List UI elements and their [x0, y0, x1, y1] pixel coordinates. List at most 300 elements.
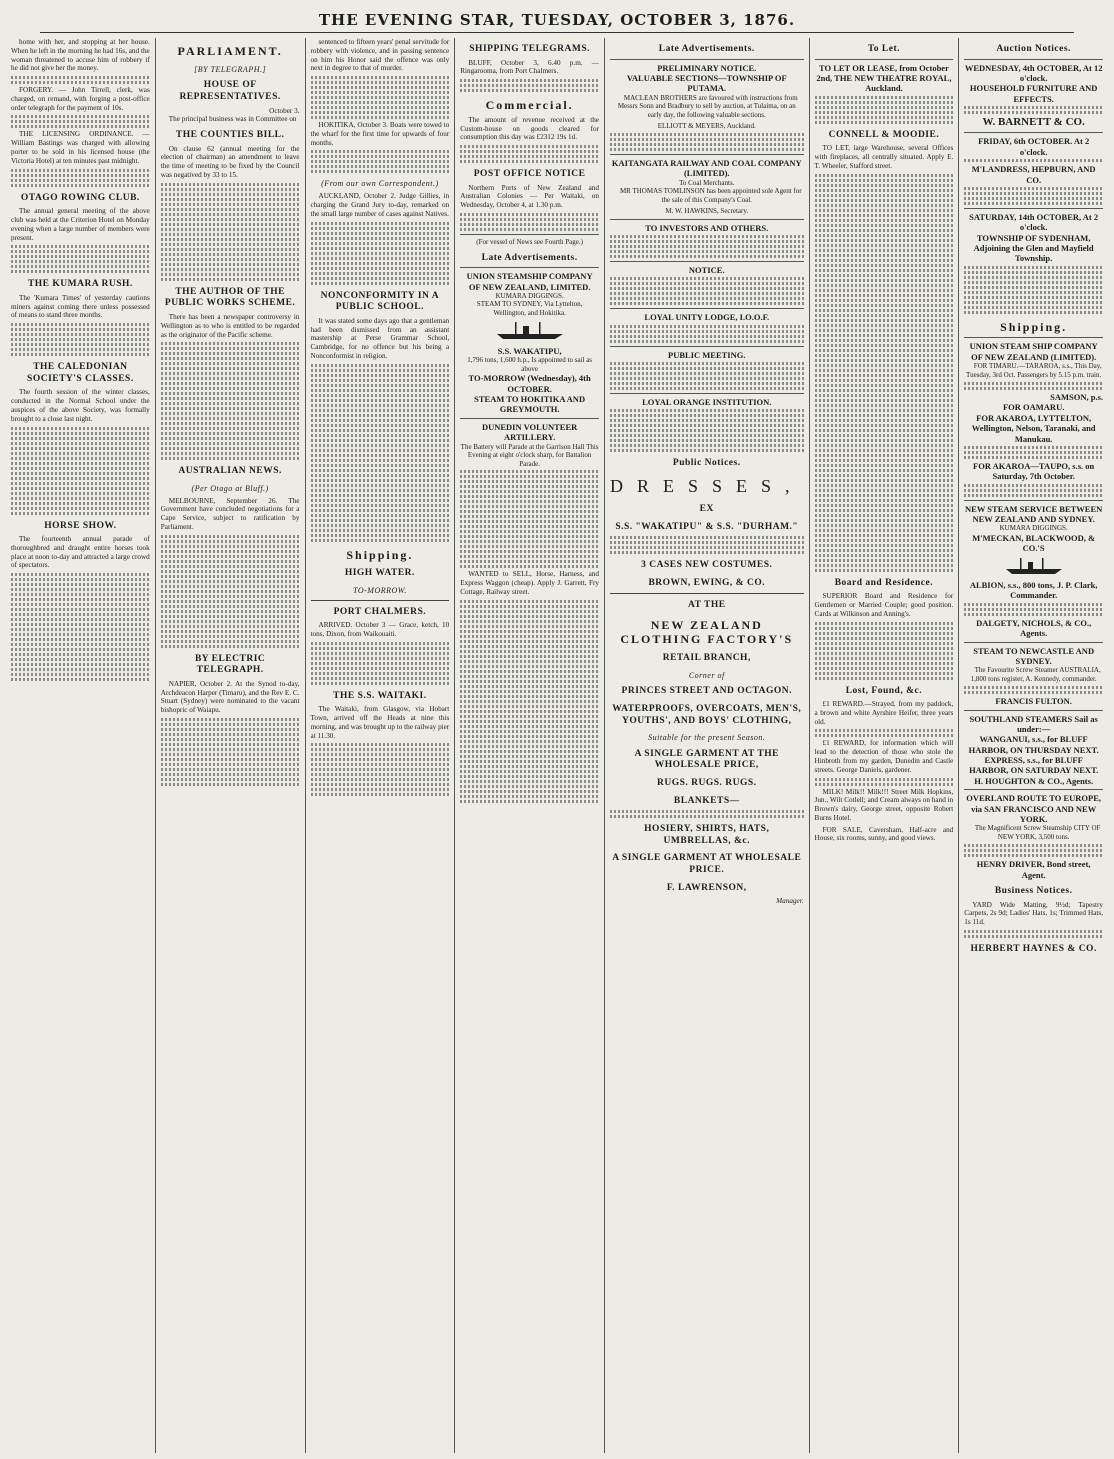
ad-line: Suitable for the present Season. — [648, 733, 766, 743]
text-line-placeholder — [161, 352, 300, 355]
text-line-placeholder — [610, 367, 804, 370]
text-line-placeholder — [460, 555, 599, 558]
text-line-placeholder — [161, 377, 300, 380]
text-line-placeholder — [161, 457, 300, 460]
ad-line: NEW ZEALAND CLOTHING FACTORY'S — [620, 617, 794, 647]
text-line-placeholder — [815, 111, 954, 114]
ad-public-meeting — [610, 346, 804, 360]
ad-line: STEAM TO HOKITIKA AND GREYMOUTH. — [474, 394, 586, 415]
text-line-placeholder — [311, 399, 450, 402]
text-line-placeholder — [460, 620, 599, 623]
text-line-placeholder — [815, 299, 954, 302]
text-line-placeholder — [815, 304, 954, 307]
text-line-placeholder — [11, 673, 150, 676]
text-line-placeholder — [11, 628, 150, 631]
text-line-placeholder — [311, 652, 450, 655]
ad-southland — [964, 710, 1103, 787]
text-line-placeholder — [161, 635, 300, 638]
text-line-placeholder — [311, 237, 450, 240]
text-line-placeholder — [161, 417, 300, 420]
text-line-placeholder — [815, 622, 954, 625]
text-line-placeholder — [11, 668, 150, 671]
text-line-placeholder — [161, 778, 300, 781]
text-line-placeholder — [815, 374, 954, 377]
columns — [6, 38, 1108, 1453]
text-line-placeholder — [311, 257, 450, 260]
ad-union-steam — [460, 267, 599, 415]
ad-household — [964, 59, 1103, 130]
text-line-placeholder — [815, 564, 954, 567]
text-line-placeholder — [11, 343, 150, 346]
heading-kumara-rush: THE KUMARA RUSH. — [27, 279, 133, 290]
text-line-placeholder — [964, 192, 1103, 195]
text-line-placeholder — [11, 452, 150, 455]
heading-house: HOUSE OF REPRESENTATIVES. — [179, 80, 281, 102]
text-line-placeholder — [815, 199, 954, 202]
text-line-placeholder — [460, 800, 599, 803]
text-line-placeholder — [11, 174, 150, 177]
article-text: HOKITIKA, October 3. Boats were towed to the wharf for the first time for upwards of four months. — [310, 121, 450, 147]
text-line-placeholder — [460, 485, 599, 488]
text-line-placeholder — [460, 490, 599, 493]
text-line-placeholder — [460, 610, 599, 613]
text-line-placeholder — [610, 541, 804, 544]
heading-shipping: Shipping. — [1000, 319, 1068, 334]
text-line-placeholder — [815, 224, 954, 227]
text-line-placeholder — [815, 359, 954, 362]
text-line-placeholder — [460, 600, 599, 603]
text-line-placeholder — [964, 854, 1103, 857]
text-line-placeholder — [460, 635, 599, 638]
text-line-placeholder — [161, 422, 300, 425]
text-line-placeholder — [161, 188, 300, 191]
text-line-placeholder — [311, 414, 450, 417]
text-line-placeholder — [161, 362, 300, 365]
text-line-placeholder — [11, 442, 150, 445]
text-line-placeholder — [311, 155, 450, 158]
heading-late-ads: Late Advertisements. — [658, 44, 755, 54]
ad-text: FOR TIMARU.—TARAROA, s.s., This Day, Tuesday, 3rd Oct. Passengers by 5.15 p.m. train. — [966, 362, 1102, 379]
text-line-placeholder — [161, 392, 300, 395]
text-line-placeholder — [11, 487, 150, 490]
text-line-placeholder — [815, 469, 954, 472]
text-line-placeholder — [460, 725, 599, 728]
text-line-placeholder — [311, 76, 450, 79]
article-text: The Waitaki, from Glasgow, via Hobart Town, arrived off the Heads at nine this morning, and was brought up to the railway pier at 11.30. — [310, 705, 450, 740]
ad-signature: HENRY DRIVER, Bond street, Agent. — [976, 859, 1091, 880]
column-1 — [6, 38, 156, 1453]
text-line-placeholder — [815, 334, 954, 337]
text-line-placeholder — [460, 565, 599, 568]
text-line-placeholder — [11, 598, 150, 601]
text-line-placeholder — [11, 477, 150, 480]
text-line-placeholder — [161, 783, 300, 786]
text-line-placeholder — [610, 409, 804, 412]
text-line-placeholder — [311, 484, 450, 487]
text-line-placeholder — [311, 494, 450, 497]
heading-late-ads: Late Advertisements. — [481, 252, 578, 263]
text-line-placeholder — [311, 464, 450, 467]
text-line-placeholder — [815, 219, 954, 222]
ad-signature: W. BARNETT & CO. — [982, 116, 1085, 129]
text-line-placeholder — [11, 265, 150, 268]
text-line-placeholder — [311, 81, 450, 84]
text-line-placeholder — [161, 342, 300, 345]
text-line-placeholder — [460, 480, 599, 483]
text-line-placeholder — [161, 575, 300, 578]
ad-title: PRELIMINARY NOTICE. — [657, 62, 757, 73]
text-line-placeholder — [161, 258, 300, 261]
ad-signature-title: Manager. — [776, 897, 804, 906]
text-line-placeholder — [11, 245, 150, 248]
text-line-placeholder — [815, 106, 954, 109]
ad-volunteer-artillery — [460, 418, 599, 468]
article-text: The principal business was in Committee on — [168, 115, 297, 124]
text-line-placeholder — [161, 560, 300, 563]
column-5 — [605, 38, 810, 1453]
text-line-placeholder — [815, 554, 954, 557]
text-line-placeholder — [11, 613, 150, 616]
text-line-placeholder — [815, 519, 954, 522]
text-line-placeholder — [161, 412, 300, 415]
text-line-placeholder — [610, 297, 804, 300]
text-line-placeholder — [460, 760, 599, 763]
subheading: (Per Otago at Bluff.) — [191, 483, 269, 493]
text-line-placeholder — [815, 309, 954, 312]
text-line-placeholder — [460, 540, 599, 543]
text-line-placeholder — [11, 648, 150, 651]
ad-title: UNION STEAMSHIP COMPANY OF NEW ZEALAND, LIMITED. — [466, 271, 593, 292]
ad-title: DUNEDIN VOLUNTEER ARTILLERY. — [481, 421, 578, 443]
ad-newcastle — [964, 642, 1103, 707]
text-line-placeholder — [11, 507, 150, 510]
text-line-placeholder — [11, 482, 150, 485]
masthead-title: THE EVENING STAR, TUESDAY, OCTOBER 3, 1876. — [318, 11, 796, 29]
heading-shipping: Shipping. — [346, 547, 414, 562]
text-line-placeholder — [161, 432, 300, 435]
ad-box: (For vessel of News see Fourth Page.) — [460, 234, 599, 247]
text-line-placeholder — [815, 389, 954, 392]
ad-subtitle: KUMARA DIGGINGS. — [495, 291, 564, 300]
text-line-placeholder — [161, 630, 300, 633]
ad-line: 3 CASES NEW COSTUMES. — [641, 560, 773, 571]
text-line-placeholder — [964, 281, 1103, 284]
text-line-placeholder — [964, 844, 1103, 847]
text-line-placeholder — [964, 484, 1103, 487]
text-line-placeholder — [311, 252, 450, 255]
text-line-placeholder — [11, 623, 150, 626]
text-line-placeholder — [460, 475, 599, 478]
text-line-placeholder — [311, 768, 450, 771]
text-line-placeholder — [161, 268, 300, 271]
text-line-placeholder — [610, 449, 804, 452]
text-line-placeholder — [161, 733, 300, 736]
text-line-placeholder — [460, 730, 599, 733]
text-line-placeholder — [815, 479, 954, 482]
text-line-placeholder — [460, 510, 599, 513]
text-line-placeholder — [815, 314, 954, 317]
text-line-placeholder — [964, 446, 1103, 449]
article-text: AUCKLAND, October 2. Judge Gillies, in charging the Grand Jury to-day, remarked on the small large number of cases against Natives. — [310, 192, 450, 218]
text-line-placeholder — [460, 520, 599, 523]
text-line-placeholder — [11, 169, 150, 172]
text-line-placeholder — [311, 101, 450, 104]
subheading: TO-MORROW. — [353, 585, 407, 595]
ad-signature: DALGETY, NICHOLS, & CO., Agents. — [976, 617, 1092, 639]
text-line-placeholder — [311, 449, 450, 452]
text-line-placeholder — [11, 593, 150, 596]
text-line-placeholder — [11, 432, 150, 435]
text-line-placeholder — [815, 179, 954, 182]
subheading: (From our own Correspondent.) — [321, 179, 439, 189]
text-line-placeholder — [815, 642, 954, 645]
text-line-placeholder — [161, 610, 300, 613]
ad-line: 1,796 tons, 1,600 h.p., Is appointed to sail as above — [467, 356, 593, 373]
ad-line: The Battery will Parade at the Garrison Hall This Evening at eight o'clock sharp, for Battalion Parade. — [460, 442, 599, 468]
text-line-placeholder — [460, 545, 599, 548]
ad-title: OVERLAND ROUTE TO EUROPE, via SAN FRANCISCO AND NEW YORK. — [966, 793, 1102, 824]
text-line-placeholder — [161, 198, 300, 201]
text-line-placeholder — [815, 184, 954, 187]
text-line-placeholder — [815, 529, 954, 532]
text-line-placeholder — [11, 250, 150, 253]
ad-line: STEAM TO SYDNEY, Via Lyttelton, Wellington, and Hokitika. — [476, 300, 583, 317]
text-line-placeholder — [815, 284, 954, 287]
text-line-placeholder — [815, 424, 954, 427]
ad-line: M'MECKAN, BLACKWOOD, & CO.'S — [972, 532, 1096, 554]
text-line-placeholder — [815, 259, 954, 262]
text-line-placeholder — [815, 414, 954, 417]
text-line-placeholder — [311, 247, 450, 250]
ad-subtitle: VALUABLE SECTIONS—TOWNSHIP OF PUTAMA. — [626, 72, 787, 94]
text-line-placeholder — [311, 539, 450, 542]
text-line-placeholder — [815, 539, 954, 542]
text-line-placeholder — [161, 645, 300, 648]
text-line-placeholder — [460, 150, 599, 153]
text-line-placeholder — [610, 287, 804, 290]
text-line-placeholder — [460, 665, 599, 668]
text-line-placeholder — [815, 121, 954, 124]
text-line-placeholder — [161, 203, 300, 206]
ad-text: The Favourite Screw Steamer AUSTRALIA, 1,800 tons register, A. Kennedy, commander. — [970, 666, 1101, 683]
text-line-placeholder — [161, 357, 300, 360]
text-line-placeholder — [11, 447, 150, 450]
ad-text: TO LET, large Warehouse, several Offices with fireplaces, all centrally situated. Apply E. T. Wheeler, Stafford street. — [814, 144, 954, 170]
text-line-placeholder — [161, 437, 300, 440]
text-line-placeholder — [11, 260, 150, 263]
ad-text: YARD Wide Matting, 9½d; Tapestry Carpets, 2s 9d; Ladies' Hats, 1s; Trimmed Hats, 1s 11d. — [964, 900, 1104, 927]
article-text: It was stated some days ago that a gentleman had been dismissed from an assistant mastership at Perse Grammar School, Cambridge, for no offence but his being a Nonconformist in religion. — [310, 316, 450, 360]
text-line-placeholder — [311, 778, 450, 781]
text-line-placeholder — [161, 615, 300, 618]
text-line-placeholder — [11, 608, 150, 611]
text-line-placeholder — [11, 457, 150, 460]
text-line-placeholder — [610, 439, 804, 442]
text-line-placeholder — [311, 96, 450, 99]
text-line-placeholder — [460, 750, 599, 753]
text-line-placeholder — [610, 551, 804, 554]
text-line-placeholder — [161, 620, 300, 623]
text-line-placeholder — [460, 79, 599, 82]
ad-loyal-unity — [610, 308, 804, 322]
text-line-placeholder — [815, 449, 954, 452]
heading-caledonian: THE CALEDONIAN SOCIETY'S CLASSES. — [27, 362, 134, 384]
ad-line: Corner of — [688, 670, 725, 680]
text-line-placeholder — [815, 434, 954, 437]
text-line-placeholder — [815, 569, 954, 572]
column-3 — [306, 38, 456, 1453]
text-line-placeholder — [311, 379, 450, 382]
ad-text: SUPERIOR Board and Residence for Gentlemen or Married Couple; good position. Cards at Wilkinson and Anning's. — [814, 592, 954, 618]
text-line-placeholder — [161, 565, 300, 568]
text-line-placeholder — [460, 515, 599, 518]
text-line-placeholder — [460, 785, 599, 788]
text-line-placeholder — [161, 238, 300, 241]
ad-title: WEDNESDAY, 4th OCTOBER, At 12 o'clock. — [964, 62, 1103, 83]
text-line-placeholder — [161, 248, 300, 251]
text-line-placeholder — [815, 254, 954, 257]
text-line-placeholder — [311, 267, 450, 270]
text-line-placeholder — [815, 116, 954, 119]
text-line-placeholder — [815, 364, 954, 367]
column-6 — [810, 38, 960, 1453]
text-line-placeholder — [311, 758, 450, 761]
text-line-placeholder — [311, 86, 450, 89]
text-line-placeholder — [610, 250, 804, 253]
text-line-placeholder — [815, 279, 954, 282]
text-line-placeholder — [161, 397, 300, 400]
heading-electric-telegraph: BY ELECTRIC TELEGRAPH. — [194, 653, 266, 676]
text-line-placeholder — [311, 277, 450, 280]
text-line-placeholder — [11, 653, 150, 656]
text-line-placeholder — [11, 502, 150, 505]
text-line-placeholder — [815, 419, 954, 422]
text-line-placeholder — [460, 790, 599, 793]
text-line-placeholder — [815, 627, 954, 630]
heading-post-office: POST OFFICE NOTICE — [473, 169, 586, 180]
text-line-placeholder — [161, 580, 300, 583]
article-text: BLUFF, October 3, 6.40 p.m. — Ringarooma, from Port Chalmers. — [460, 58, 599, 76]
text-line-placeholder — [815, 324, 954, 327]
text-line-placeholder — [964, 111, 1103, 114]
text-line-placeholder — [311, 106, 450, 109]
text-line-placeholder — [311, 424, 450, 427]
text-line-placeholder — [311, 514, 450, 517]
ad-line: WATERPROOFS, OVERCOATS, MEN'S, YOUTHS', AND BOYS' CLOTHING, — [612, 704, 802, 726]
text-line-placeholder — [11, 573, 150, 576]
text-line-placeholder — [815, 289, 954, 292]
text-line-placeholder — [161, 738, 300, 741]
text-line-placeholder — [815, 229, 954, 232]
text-line-placeholder — [11, 427, 150, 430]
ad-line: S.S. "WAKATIPU" & S.S. "DURHAM." — [615, 521, 799, 532]
text-line-placeholder — [161, 640, 300, 643]
article-text: The fourteenth annual parade of thoroughbred and draught entire horses took place at noon to-day and attracted a large crowd of spectators. — [11, 535, 150, 570]
ad-title: NEW STEAM SERVICE BETWEEN NEW ZEALAND AND SYDNEY. — [965, 503, 1103, 524]
text-line-placeholder — [964, 286, 1103, 289]
text-line-placeholder — [610, 245, 804, 248]
text-line-placeholder — [161, 585, 300, 588]
article-text: home with her, and stopping at her house. When he left in the morning he had 16s, and the woman threatened to accuse him of robbery if he did not give her the money. — [11, 38, 150, 73]
text-line-placeholder — [161, 595, 300, 598]
text-line-placeholder — [815, 459, 954, 462]
text-line-placeholder — [311, 773, 450, 776]
text-line-placeholder — [311, 242, 450, 245]
text-line-placeholder — [460, 213, 599, 216]
article-text: There has been a newspaper controversy in Wellington as to who is entitled to be regarded as the originator of the Pacific scheme. — [160, 312, 300, 339]
text-line-placeholder — [460, 530, 599, 533]
text-line-placeholder — [964, 930, 1103, 933]
text-line-placeholder — [610, 133, 804, 136]
ad-subtitle: HOUSEHOLD FURNITURE AND EFFECTS. — [969, 83, 1098, 104]
byline: [BY TELEGRAPH.] — [194, 64, 267, 74]
article-text: On clause 62 (annual meeting for the election of chairman) an amendment to leave the time of meeting to be fixed by the Council was negatived by 33 to 15. — [160, 144, 300, 180]
text-line-placeholder — [815, 174, 954, 177]
text-line-placeholder — [311, 469, 450, 472]
text-line-placeholder — [11, 270, 150, 273]
ad-line: HOSIERY, SHIRTS, HATS, UMBRELLAS, &c. — [644, 824, 770, 846]
text-line-placeholder — [815, 194, 954, 197]
ad-line: SAMSON, p.s. — [1050, 392, 1104, 403]
text-line-placeholder — [815, 464, 954, 467]
text-line-placeholder — [815, 409, 954, 412]
text-line-placeholder — [311, 282, 450, 285]
text-line-placeholder — [815, 647, 954, 650]
text-line-placeholder — [161, 600, 300, 603]
text-line-placeholder — [460, 775, 599, 778]
ad-overland — [964, 789, 1103, 880]
text-line-placeholder — [161, 605, 300, 608]
heading-counties-bill: THE COUNTIES BILL. — [175, 130, 285, 141]
ad-title: UNION STEAM SHIP COMPANY OF NEW ZEALAND (LIMITED). — [969, 341, 1098, 362]
text-line-placeholder — [161, 555, 300, 558]
article-text: THE LICENSING ORDINANCE. — William Bastings was charged with allowing porter to be sold in his licensed house (the Victoria Hotel) at ten minutes past midnight. — [11, 130, 150, 165]
text-line-placeholder — [161, 590, 300, 593]
text-line-placeholder — [11, 578, 150, 581]
text-line-placeholder — [610, 429, 804, 432]
text-line-placeholder — [161, 743, 300, 746]
ad-text: £1 REWARD, for information which will lead to the detection of those who stole the Hinbroth from my garden, Dunedin and Castle streets. George Daniels, gardener. — [814, 739, 954, 774]
text-line-placeholder — [11, 76, 150, 79]
text-line-placeholder — [161, 263, 300, 266]
text-line-placeholder — [815, 637, 954, 640]
text-line-placeholder — [11, 678, 150, 681]
text-line-placeholder — [161, 442, 300, 445]
heading-waitaki: THE S.S. WAITAKI. — [333, 690, 427, 701]
ad-signature: ELLIOTT & MEYERS, Auckland. — [657, 122, 756, 131]
text-line-placeholder — [815, 294, 954, 297]
dresses-heading: DRESSES, — [610, 476, 804, 496]
text-line-placeholder — [311, 479, 450, 482]
text-line-placeholder — [460, 670, 599, 673]
text-line-placeholder — [815, 509, 954, 512]
text-line-placeholder — [610, 815, 804, 818]
text-line-placeholder — [11, 472, 150, 475]
text-line-placeholder — [311, 529, 450, 532]
text-line-placeholder — [311, 384, 450, 387]
text-line-placeholder — [815, 394, 954, 397]
text-line-placeholder — [610, 414, 804, 417]
text-line-placeholder — [311, 647, 450, 650]
text-line-placeholder — [311, 160, 450, 163]
text-line-placeholder — [964, 935, 1103, 938]
text-line-placeholder — [610, 810, 804, 813]
text-line-placeholder — [964, 311, 1103, 314]
text-line-placeholder — [815, 269, 954, 272]
text-line-placeholder — [460, 535, 599, 538]
text-line-placeholder — [610, 444, 804, 447]
text-line-placeholder — [815, 244, 954, 247]
